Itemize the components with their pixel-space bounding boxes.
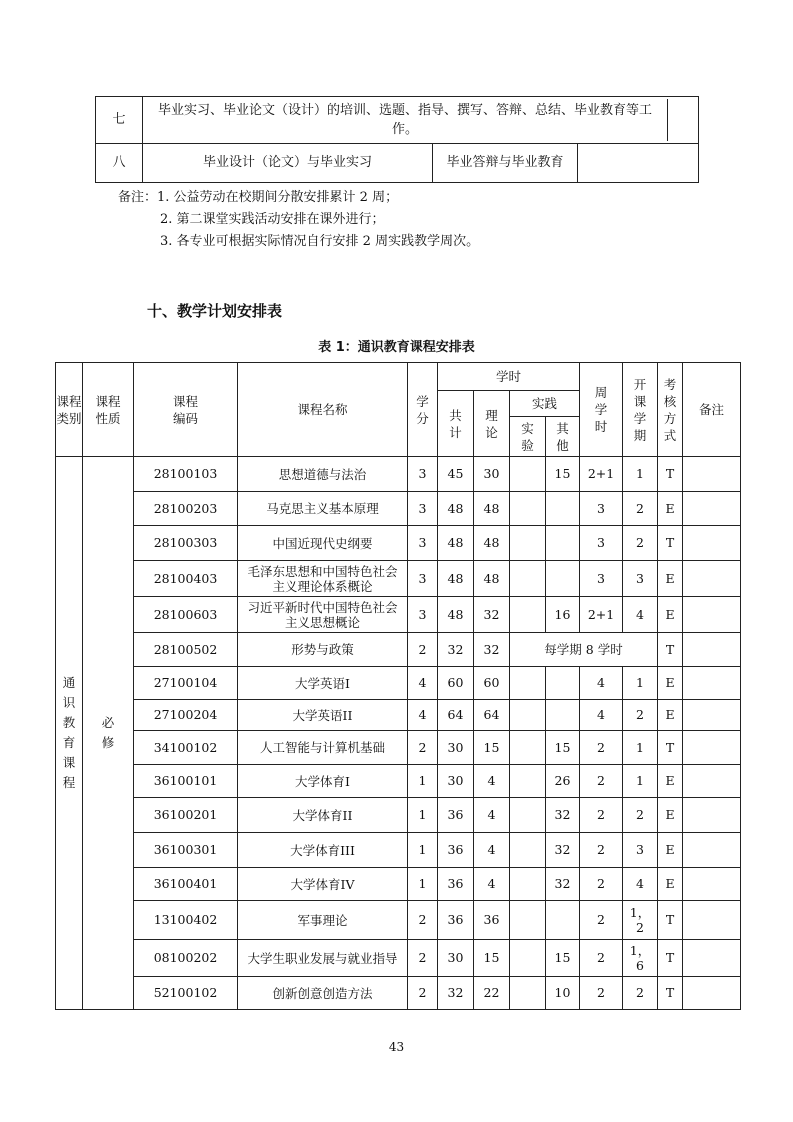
remark-cell — [683, 526, 741, 561]
remark-cell — [683, 901, 741, 940]
course-name: 马克思主义基本原理 — [238, 492, 408, 526]
semester-cell: 3 — [623, 561, 658, 597]
theory-hours-cell: 32 — [474, 597, 510, 633]
other-hours-cell: 10 — [546, 977, 580, 1010]
course-code: 27100104 — [134, 667, 238, 700]
note-line: 备注：1. 公益劳动在校期间分散安排累计 2 周； — [118, 190, 399, 205]
remark-cell — [683, 940, 741, 977]
course-code: 08100202 — [134, 940, 238, 977]
credit-cell: 4 — [408, 700, 438, 731]
remark-cell — [683, 765, 741, 798]
other-hours-cell: 15 — [546, 457, 580, 492]
table-row — [56, 597, 741, 633]
exam-cell: E — [658, 667, 683, 700]
course-code: 36100101 — [134, 765, 238, 798]
table-row — [56, 561, 741, 597]
total-hours-cell: 32 — [438, 633, 474, 667]
theory-hours-cell: 64 — [474, 700, 510, 731]
table-row — [56, 868, 741, 901]
exam-cell: T — [658, 633, 683, 667]
semester-cell: 3 — [623, 833, 658, 868]
credit-cell: 3 — [408, 561, 438, 597]
course-code: 28100603 — [134, 597, 238, 633]
header-nature: 课程 性质 — [83, 363, 134, 457]
exam-cell: E — [658, 561, 683, 597]
total-hours-cell: 30 — [438, 940, 474, 977]
total-hours-cell: 45 — [438, 457, 474, 492]
category-cell: 通 识 教 育 课 程 — [56, 457, 83, 1010]
remark-cell — [683, 667, 741, 700]
course-code: 27100204 — [134, 700, 238, 731]
course-name: 中国近现代史纲要 — [238, 526, 408, 561]
exam-cell: E — [658, 798, 683, 833]
credit-cell: 3 — [408, 457, 438, 492]
other-hours-cell — [546, 561, 580, 597]
semester-cell: 1， 6 — [623, 940, 658, 977]
semester-cell: 1 — [623, 667, 658, 700]
theory-hours-cell: 48 — [474, 526, 510, 561]
header-remark: 备注 — [683, 363, 741, 457]
semester-cell: 2 — [623, 526, 658, 561]
remark-cell — [683, 457, 741, 492]
semester-cell: 2 — [623, 492, 658, 526]
semester-cell: 2 — [623, 977, 658, 1010]
table-row — [56, 977, 741, 1010]
empty-cell — [578, 144, 699, 183]
exam-cell: E — [658, 868, 683, 901]
header-weekly: 周 学 时 — [580, 363, 623, 457]
weekly-hours-cell: 4 — [580, 667, 623, 700]
course-code: 52100102 — [134, 977, 238, 1010]
course-code: 36100301 — [134, 833, 238, 868]
notes — [118, 187, 479, 253]
experiment-hours-cell — [510, 977, 546, 1010]
weekly-hours-cell: 4 — [580, 700, 623, 731]
course-name: 创新创意创造方法 — [238, 977, 408, 1010]
course-code: 28100303 — [134, 526, 238, 561]
note-line: 2. 第二课堂实践活动安排在课外进行； — [160, 212, 385, 227]
general-education-course-table — [55, 362, 741, 1010]
remark-cell — [683, 977, 741, 1010]
credit-cell: 1 — [408, 798, 438, 833]
weekly-hours-cell: 2 — [580, 868, 623, 901]
header-exam: 考 核 方 式 — [658, 363, 683, 457]
theory-hours-cell: 15 — [474, 940, 510, 977]
total-hours-cell: 48 — [438, 561, 474, 597]
remark-cell — [683, 833, 741, 868]
table-body — [56, 457, 741, 1010]
course-code: 34100102 — [134, 731, 238, 765]
practice-schedule-table — [95, 96, 699, 183]
total-hours-cell: 36 — [438, 901, 474, 940]
header-theory: 理 论 — [474, 391, 510, 457]
course-name: 习近平新时代中国特色社会主义思想概论 — [238, 597, 408, 633]
credit-cell: 2 — [408, 940, 438, 977]
weekly-hours-cell: 2 — [580, 765, 623, 798]
weekly-hours-cell: 2 — [580, 798, 623, 833]
weekly-hours-cell: 2 — [580, 833, 623, 868]
remark-cell — [683, 633, 741, 667]
table-row — [56, 633, 741, 667]
credit-cell: 1 — [408, 833, 438, 868]
theory-hours-cell: 4 — [474, 765, 510, 798]
credit-cell: 2 — [408, 977, 438, 1010]
experiment-hours-cell — [510, 526, 546, 561]
remark-cell — [683, 798, 741, 833]
weekly-hours-cell: 3 — [580, 492, 623, 526]
header-total: 共 计 — [438, 391, 474, 457]
exam-cell: T — [658, 526, 683, 561]
credit-cell: 4 — [408, 667, 438, 700]
theory-hours-cell: 15 — [474, 731, 510, 765]
semester-cell: 1， 2 — [623, 901, 658, 940]
experiment-hours-cell — [510, 492, 546, 526]
exam-cell: E — [658, 700, 683, 731]
experiment-hours-cell — [510, 597, 546, 633]
table-row — [56, 492, 741, 526]
weekly-hours-cell: 3 — [580, 561, 623, 597]
total-hours-cell: 30 — [438, 731, 474, 765]
course-code: 28100203 — [134, 492, 238, 526]
semester-cell: 2 — [623, 798, 658, 833]
exam-cell: T — [658, 457, 683, 492]
remark-cell — [683, 492, 741, 526]
theory-hours-cell: 30 — [474, 457, 510, 492]
course-code: 36100201 — [134, 798, 238, 833]
course-code: 36100401 — [134, 868, 238, 901]
course-code: 28100502 — [134, 633, 238, 667]
theory-hours-cell: 60 — [474, 667, 510, 700]
remark-cell — [683, 597, 741, 633]
row-number: 七 — [96, 97, 143, 144]
semester-cell: 2 — [623, 700, 658, 731]
semester-cell: 1 — [623, 731, 658, 765]
course-name: 大学英语II — [238, 700, 408, 731]
table-row — [96, 144, 699, 183]
theory-hours-cell: 22 — [474, 977, 510, 1010]
total-hours-cell: 60 — [438, 667, 474, 700]
weekly-hours-cell: 3 — [580, 526, 623, 561]
weekly-hours-cell: 2 — [580, 901, 623, 940]
header-semester: 开 课 学 期 — [623, 363, 658, 457]
exam-cell: E — [658, 597, 683, 633]
total-hours-cell: 48 — [438, 492, 474, 526]
course-name: 大学体育III — [238, 833, 408, 868]
experiment-hours-cell — [510, 561, 546, 597]
course-name: 形势与政策 — [238, 633, 408, 667]
course-code: 28100403 — [134, 561, 238, 597]
other-hours-cell — [546, 700, 580, 731]
remark-cell — [683, 561, 741, 597]
other-hours-cell — [546, 901, 580, 940]
total-hours-cell: 48 — [438, 526, 474, 561]
row-cell: 毕业答辩与毕业教育 — [433, 144, 578, 183]
weekly-hours-cell: 2+1 — [580, 457, 623, 492]
header-hours: 学时 — [438, 363, 580, 391]
weekly-hours-cell: 2 — [580, 977, 623, 1010]
table-caption: 表 1：通识教育课程安排表 — [318, 340, 475, 355]
other-hours-cell — [546, 526, 580, 561]
header-credit: 学 分 — [408, 363, 438, 457]
theory-hours-cell: 48 — [474, 561, 510, 597]
experiment-hours-cell — [510, 731, 546, 765]
course-name: 大学英语I — [238, 667, 408, 700]
other-hours-cell: 15 — [546, 731, 580, 765]
table-row — [56, 798, 741, 833]
header-practice: 实践 — [510, 391, 580, 417]
merged-note-cell: 每学期 8 学时 — [510, 633, 658, 667]
header-category: 课程 类别 — [56, 363, 83, 457]
semester-cell: 4 — [623, 868, 658, 901]
row-text: 毕业实习、毕业论文（设计）的培训、选题、指导、撰写、答辩、总结、毕业教育等工作。 — [157, 103, 652, 137]
experiment-hours-cell — [510, 457, 546, 492]
header-other: 其 他 — [546, 417, 580, 457]
credit-cell: 2 — [408, 731, 438, 765]
empty-cell — [667, 99, 698, 141]
experiment-hours-cell — [510, 667, 546, 700]
semester-cell: 4 — [623, 597, 658, 633]
course-name: 人工智能与计算机基础 — [238, 731, 408, 765]
table-row — [56, 940, 741, 977]
course-name: 大学体育II — [238, 798, 408, 833]
weekly-hours-cell: 2+1 — [580, 597, 623, 633]
page-number: 43 — [388, 1040, 405, 1054]
remark-cell — [683, 868, 741, 901]
total-hours-cell: 30 — [438, 765, 474, 798]
other-hours-cell — [546, 667, 580, 700]
credit-cell: 2 — [408, 633, 438, 667]
exam-cell: E — [658, 492, 683, 526]
row-cell: 毕业设计（论文）与毕业实习 — [143, 144, 433, 183]
other-hours-cell: 32 — [546, 833, 580, 868]
exam-cell: E — [658, 833, 683, 868]
course-name: 毛泽东思想和中国特色社会主义理论体系概论 — [238, 561, 408, 597]
credit-cell: 3 — [408, 492, 438, 526]
theory-hours-cell: 48 — [474, 492, 510, 526]
credit-cell: 3 — [408, 597, 438, 633]
credit-cell: 1 — [408, 868, 438, 901]
exam-cell: E — [658, 765, 683, 798]
experiment-hours-cell — [510, 868, 546, 901]
weekly-hours-cell: 2 — [580, 731, 623, 765]
total-hours-cell: 36 — [438, 798, 474, 833]
table-header — [56, 363, 741, 457]
theory-hours-cell: 4 — [474, 833, 510, 868]
credit-cell: 1 — [408, 765, 438, 798]
experiment-hours-cell — [510, 901, 546, 940]
total-hours-cell: 36 — [438, 833, 474, 868]
table-row — [56, 765, 741, 798]
total-hours-cell: 32 — [438, 977, 474, 1010]
table-row — [56, 526, 741, 561]
course-name: 大学体育I — [238, 765, 408, 798]
remark-cell — [683, 700, 741, 731]
course-name: 思想道德与法治 — [238, 457, 408, 492]
experiment-hours-cell — [510, 700, 546, 731]
other-hours-cell: 32 — [546, 868, 580, 901]
nature-cell: 必 修 — [83, 457, 134, 1010]
exam-cell: T — [658, 731, 683, 765]
other-hours-cell: 15 — [546, 940, 580, 977]
header-code: 课程 编码 — [134, 363, 238, 457]
course-code: 13100402 — [134, 901, 238, 940]
other-hours-cell: 16 — [546, 597, 580, 633]
table-row — [56, 700, 741, 731]
exam-cell: T — [658, 901, 683, 940]
table-row — [56, 457, 741, 492]
theory-hours-cell: 32 — [474, 633, 510, 667]
experiment-hours-cell — [510, 798, 546, 833]
weekly-hours-cell: 2 — [580, 940, 623, 977]
total-hours-cell: 36 — [438, 868, 474, 901]
other-hours-cell: 32 — [546, 798, 580, 833]
course-code: 28100103 — [134, 457, 238, 492]
header-name: 课程名称 — [238, 363, 408, 457]
semester-cell: 1 — [623, 457, 658, 492]
total-hours-cell: 48 — [438, 597, 474, 633]
table-row — [56, 833, 741, 868]
experiment-hours-cell — [510, 940, 546, 977]
theory-hours-cell: 36 — [474, 901, 510, 940]
semester-cell: 1 — [623, 765, 658, 798]
section-title: 十、教学计划安排表 — [147, 302, 283, 320]
remark-cell — [683, 731, 741, 765]
other-hours-cell: 26 — [546, 765, 580, 798]
note-line: 3. 各专业可根据实际情况自行安排 2 周实践教学周次。 — [160, 234, 480, 249]
experiment-hours-cell — [510, 833, 546, 868]
experiment-hours-cell — [510, 765, 546, 798]
theory-hours-cell: 4 — [474, 868, 510, 901]
other-hours-cell — [546, 492, 580, 526]
theory-hours-cell: 4 — [474, 798, 510, 833]
table-row — [56, 731, 741, 765]
course-name: 大学生职业发展与就业指导 — [238, 940, 408, 977]
row-number: 八 — [96, 144, 143, 183]
exam-cell: T — [658, 940, 683, 977]
credit-cell: 3 — [408, 526, 438, 561]
header-experiment: 实 验 — [510, 417, 546, 457]
exam-cell: T — [658, 977, 683, 1010]
course-name: 军事理论 — [238, 901, 408, 940]
table-row — [56, 901, 741, 940]
total-hours-cell: 64 — [438, 700, 474, 731]
table-row — [96, 97, 699, 144]
table-row — [56, 667, 741, 700]
credit-cell: 2 — [408, 901, 438, 940]
course-name: 大学体育IV — [238, 868, 408, 901]
